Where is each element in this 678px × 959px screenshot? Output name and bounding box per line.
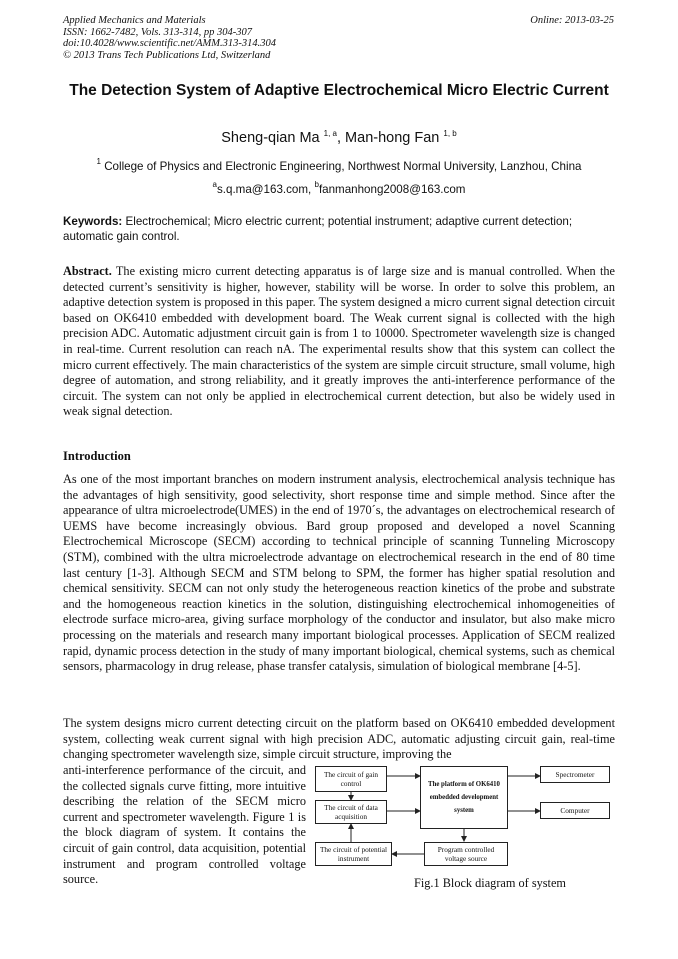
journal-header (63, 15, 276, 61)
keywords (63, 214, 615, 244)
keywords-text: Electrochemical; Micro electric current; potential instrument; adaptive current detection; automatic gain control. (63, 215, 573, 243)
abstract (63, 264, 615, 420)
figure-caption: Fig.1 Block diagram of system (414, 876, 566, 890)
box-computer: Computer (540, 802, 610, 819)
affiliation-mark: 1 (96, 157, 101, 166)
doi-line: doi:10.4028/www.scientific.net/AMM.313-314.304 (63, 38, 276, 50)
email-link[interactable]: fanmanhong2008@163.com (318, 183, 466, 196)
affiliation (63, 157, 615, 173)
issn-line: ISSN: 1662-7482, Vols. 313-314, pp 304-307 (63, 26, 252, 38)
author-separator: , (336, 130, 346, 146)
section-heading-introduction: Introduction (63, 449, 131, 463)
abstract-label: Abstract. (63, 264, 112, 278)
author-emails (63, 180, 615, 196)
author-line (63, 129, 615, 146)
paper-title: The Detection System of Adaptive Electrochemical Micro Electric Current (69, 82, 609, 99)
box-gain-control: The circuit of gain control (315, 766, 387, 792)
block-diagram (312, 762, 612, 874)
abstract-text: The existing micro current detecting apparatus is of large size and is manual controlled. When the detected current’s sensitivity is higher, however, stability will be worse. In order to solve this problem, an adaptive detection system is proposed in this paper. The system designed a micro current signal detection circuit based on OK6410 embedded with development board. The Weak current signal is collected with the high precision ADC. Automatic adjustment circuit gain is from 1 to 10000. Spectrometer wavelength size is changed in real-time. Current resolution can reach nA. The experimental results show that this system can collect the micro current effectively. The main characteristics of the system are simple circuit structure, small volume, high degree of automation, and strong reliability, and it greatly improves the anti-interference performance of the circuit. The system can not only be applied in electrochemical current detection, but also be widely used in weak signal detection. (63, 264, 615, 419)
box-potential-instrument: The circuit of potential instrument (315, 842, 392, 866)
author-affiliation-mark: 1, a (323, 129, 337, 138)
journal-name: Applied Mechanics and Materials (63, 15, 206, 26)
introduction-paragraph: As one of the most important branches on modern instrument analysis, electrochemical analysis technique has the advantages of high sensitivity, good selectivity, short response time and simple method. Since after the appearance of ultra microelectrode(UMES) in the end of 1970´s, the advantages on electrochemical research of UEMS have become increasingly obvious. Bard group proposed and developed a novel Scanning Electrochemical Microscope (SECM) according to technical principle of scanning Tunneling Microscopy (STM), combined with the ultra microelectrode advantage on electrochemical research in the end of 80 time last century [1-3]. Although SECM and STM belong to SPM, the former has higher spatial resolution and chemical sensitivity. SECM can not only study the heterogeneous reaction kinetics of the probe and substrate and the homogeneous reaction kinetics in the solution, distinguishing electrochemical inhomogeneities of electrode surface micro-area, giving surface morphology of the conductor and insulator, but also make micro processing on the materials and research many important biological processes. Application of SECM realized rapid, dynamic process detection in the study of many important biological, chemical systems, such as chemical sensors, pharmacology in drug release, phase transfer catalysis, simulation of biological membrane [4-5]. (63, 472, 615, 674)
author-name: Sheng-qian Ma (221, 130, 320, 146)
email-mark: b (314, 180, 319, 189)
box-voltage-source: Program controlled voltage source (424, 842, 508, 866)
box-spectrometer: Spectrometer (540, 766, 610, 783)
system-paragraph-continued: anti-interference performance of the circuit, and the collected signals curve fitting, more intuitive describing the relation of the SECM micro current and spectrometer wavelength. Figure 1 is the block diagram of system. It contains the circuit of gain control, data acquisition, potential instrument and program controlled voltage source. (63, 763, 306, 887)
email-link[interactable]: s.q.ma@163.com, (217, 183, 315, 196)
box-data-acquisition: The circuit of data acquisition (315, 800, 387, 824)
system-paragraph: The system designs micro current detecting circuit on the platform based on OK6410 embedded development system, collecting weak current signal with high precision ADC, automatic adjusting circuit gain, real-time changing spectrometer wavelength size, simple circuit structure, improving the (63, 716, 615, 762)
affiliation-text: College of Physics and Electronic Engineering, Northwest Normal University, Lanzhou, China (104, 160, 582, 173)
author-affiliation-mark: 1, b (443, 129, 457, 138)
box-ok6410-platform: The platform of OK6410 embedded development system (420, 766, 508, 829)
online-date: Online: 2013-03-25 (530, 15, 614, 26)
keywords-label: Keywords: (63, 215, 123, 228)
copyright-line: © 2013 Trans Tech Publications Ltd, Switzerland (63, 49, 271, 61)
email-mark: a (212, 180, 217, 189)
author-name: Man-hong Fan (345, 130, 440, 146)
